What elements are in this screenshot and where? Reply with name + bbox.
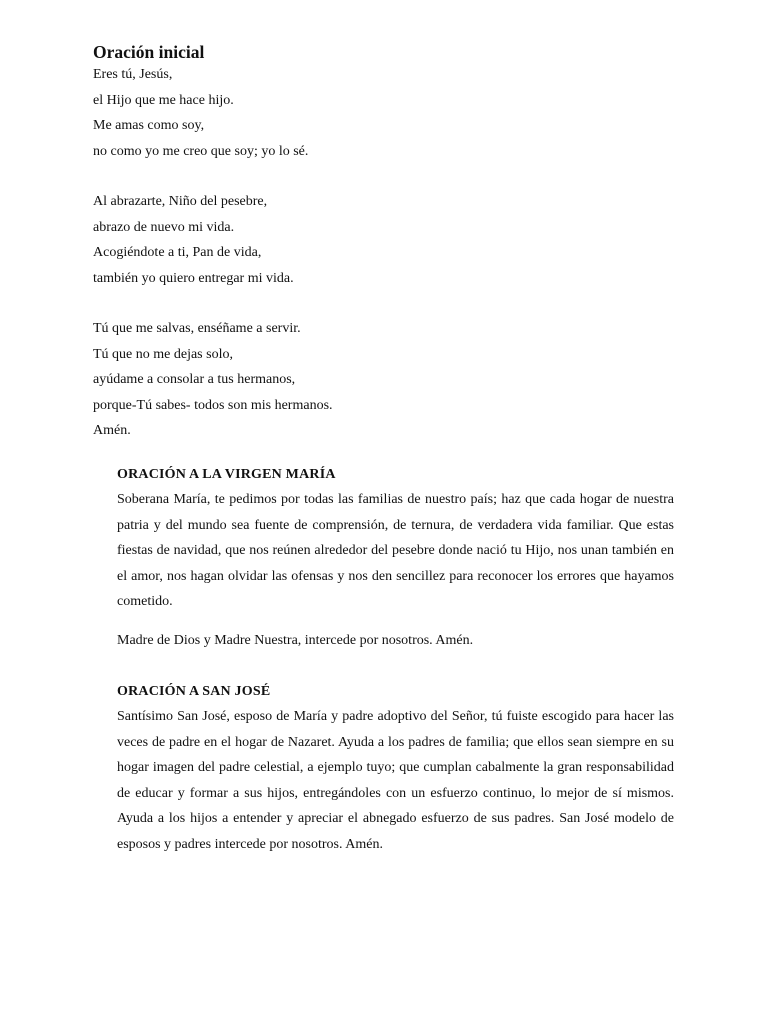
virgin-prayer-body: Soberana María, te pedimos por todas las familias de nuestro país; haz que cada hogar de nuestra patria y del mundo sea fuente de comprensión, de ternura, de verdadera vida familiar. Que estas fiestas de navidad, que nos reúnen alrededor del pesebre donde nació tu Hijo, nos unan también en el amor, nos hagan olvidar las ofensas y nos den sencillez para reconocer los errores que hayamos cometido.	[117, 492, 674, 609]
verse-line: Tú que no me dejas solo,	[93, 346, 233, 362]
stanza-1	[93, 62, 693, 164]
stanza-gap	[93, 291, 693, 316]
verse-line: Me amas como soy,	[93, 118, 205, 133]
initial-prayer-section	[93, 42, 693, 444]
verse-line: abrazo de nuevo mi vida.	[93, 219, 235, 235]
verse-line: porque-Tú sabes- todos son mis hermanos.	[93, 397, 333, 413]
verse-line: Tú que me salvas, enséñame a servir.	[93, 321, 301, 336]
verse-line: Eres tú, Jesús,	[93, 67, 173, 82]
virgin-prayer-section	[117, 465, 674, 651]
joseph-prayer-title: ORACIÓN A SAN JOSÉ	[117, 684, 271, 699]
verse-line: Al abrazarte, Niño del pesebre,	[93, 194, 268, 209]
verse-line: no como yo me creo que soy; yo lo sé.	[93, 143, 309, 159]
joseph-prayer-section	[117, 682, 674, 857]
stanza-3	[93, 316, 693, 444]
stanza-2	[93, 189, 693, 291]
initial-prayer-title: Oración inicial	[93, 42, 205, 62]
verse-line: Acogiéndote a ti, Pan de vida,	[93, 245, 262, 260]
joseph-prayer-body: Santísimo San José, esposo de María y padre adoptivo del Señor, tú fuiste escogido para hacer las veces de padre en el hogar de Nazaret. Ayuda a los padres de familia; que ellos sean siempre en su hogar imagen del padre celestial, a ejemplo tuyo; que cumplan cabalmente la gran responsabilidad de educar y formar a sus hijos, entregándoles con un esfuerzo continuo, lo mejor de sí mismos. Ayuda a los hijos a entender y apreciar el abnegado esfuerzo de sus padres. San José modelo de esposos y padres intercede por nosotros. Amén.	[117, 709, 674, 852]
verse-line: también yo quiero entregar mi vida.	[93, 270, 294, 286]
stanza-gap	[93, 164, 693, 189]
verse-line: ayúdame a consolar a tus hermanos,	[93, 372, 296, 387]
verse-line: el Hijo que me hace hijo.	[93, 92, 234, 108]
virgin-prayer-closing: Madre de Dios y Madre Nuestra, intercede por nosotros. Amén.	[117, 632, 474, 648]
virgin-prayer-title: ORACIÓN A LA VIRGEN MARÍA	[117, 467, 336, 482]
verse-line: Amén.	[93, 423, 131, 438]
